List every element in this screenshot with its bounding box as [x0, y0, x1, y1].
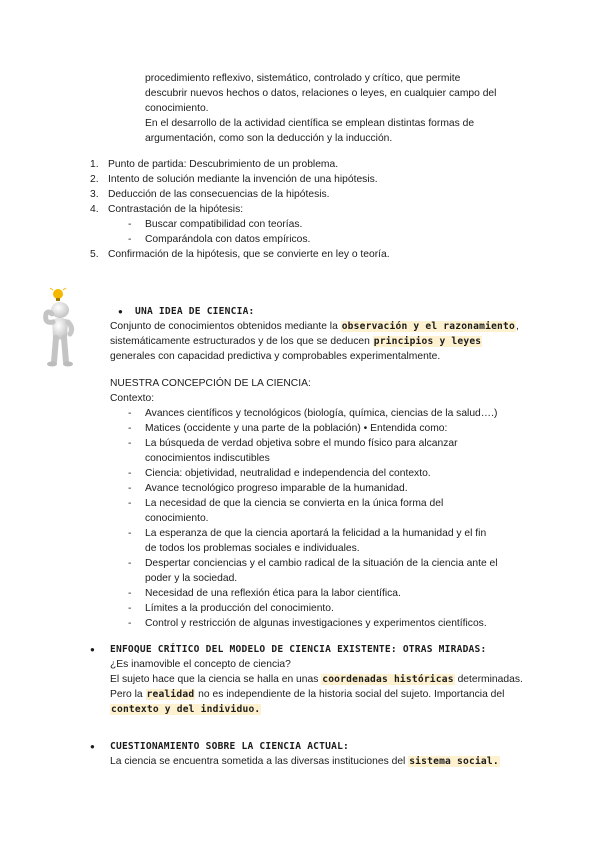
enfoque-highlight-coordenadas: coordenadas históricas — [322, 674, 454, 685]
idea-highlight-principios: principios y leyes — [373, 336, 482, 347]
cuestion-line-1: La ciencia se encuentra sometida a las diversas instituciones del sistema social. — [110, 756, 499, 767]
concepcion-item: Control y restricción de algunas investigaciones y experimentos científicos. — [145, 618, 487, 629]
concepcion-item: La búsqueda de verdad objetiva sobre el mundo físico para alcanzar — [145, 438, 458, 449]
concepcion-item: Ciencia: objetividad, neutralidad e independencia del contexto. — [145, 468, 431, 479]
idea-bullet: ● — [118, 307, 123, 316]
concepcion-item: Avances científicos y tecnológicos (biología, química, ciencias de la salud….) — [145, 408, 498, 419]
step-5-number: 5. — [90, 249, 99, 260]
step-4-number: 4. — [90, 204, 99, 215]
concepcion-dash: - — [128, 603, 132, 614]
concepcion-item: La esperanza de que la ciencia aportará la felicidad a la humanidad y el fin — [145, 528, 487, 539]
concepcion-dash: - — [128, 408, 132, 419]
step-1-text: Punto de partida: Descubrimiento de un problema. — [108, 159, 339, 170]
concepcion-dash: - — [128, 468, 132, 479]
concepcion-dash: - — [128, 423, 132, 434]
cuestion-heading: CUESTIONAMIENTO SOBRE LA CIENCIA ACTUAL: — [110, 741, 350, 752]
concepcion-item: Límites a la producción del conocimiento. — [145, 603, 334, 614]
idea-line-1: Conjunto de conocimientos obtenidos mediante la observación y el razonamiento, — [110, 321, 519, 332]
concepcion-item-cont: conocimientos indiscutibles — [145, 453, 270, 464]
step-1-number: 1. — [90, 159, 99, 170]
concepcion-item: Matices (occidente y una parte de la población) • Entendida como: — [145, 423, 448, 434]
concepcion-item: Necesidad de una reflexión ética para la labor científica. — [145, 588, 401, 599]
concepcion-item: La necesidad de que la ciencia se convierta en la única forma del — [145, 498, 444, 509]
enfoque-highlight-contexto: contexto y del individuo. — [111, 704, 261, 715]
intro-line-4: En el desarrollo de la actividad científica se emplean distintas formas de — [145, 118, 475, 129]
concepcion-dash: - — [128, 528, 132, 539]
idea-heading: UNA IDEA DE CIENCIA: — [135, 306, 255, 317]
concepcion-item: Despertar conciencias y el cambio radical de la situación de la ciencia ante el — [145, 558, 498, 569]
enfoque-line-1: ¿Es inamovible el concepto de ciencia? — [110, 659, 291, 670]
intro-line-2: descubrir nuevos hechos o datos, relaciones o leyes, en cualquier campo del — [145, 88, 497, 99]
intro-line-3: conocimiento. — [145, 103, 209, 114]
step-2-text: Intento de solución mediante la invención de una hipótesis. — [108, 174, 378, 185]
step-3-number: 3. — [90, 189, 99, 200]
concepcion-dash: - — [128, 588, 132, 599]
cuestion-bullet: ● — [90, 742, 95, 751]
concepcion-item-cont: de todos los problemas sociales e individuales. — [145, 543, 360, 554]
idea-line-2: sistemáticamente estructurados y de los que se deducen principios y leyes — [110, 336, 482, 347]
step-5-text: Confirmación de la hipótesis, que se convierte en ley o teoría. — [108, 249, 390, 260]
substep-1-text: Buscar compatibilidad con teorías. — [145, 219, 303, 230]
substep-2-dash: - — [128, 234, 132, 245]
enfoque-line-4 — [110, 703, 261, 717]
concepcion-dash: - — [128, 483, 132, 494]
concepcion-item-cont: poder y la sociedad. — [145, 573, 238, 584]
concepcion-item: Avance tecnológico progreso imparable de la humanidad. — [145, 483, 408, 494]
intro-line-5: argumentación, como son la deducción y la inducción. — [145, 133, 393, 144]
enfoque-heading: ENFOQUE CRÍTICO DEL MODELO DE CIENCIA EXISTENTE: OTRAS MIRADAS: — [110, 644, 487, 655]
concepcion-dash: - — [128, 438, 132, 449]
enfoque-highlight-realidad: realidad — [146, 689, 195, 700]
concepcion-dash: - — [128, 498, 132, 509]
enfoque-line-2: El sujeto hace que la ciencia se halla en unas coordenadas históricas determinadas. — [110, 674, 523, 685]
idea-highlight-observacion: observación y el razonamiento — [341, 321, 515, 332]
step-2-number: 2. — [90, 174, 99, 185]
concepcion-dash: - — [128, 618, 132, 629]
concepcion-dash: - — [128, 558, 132, 569]
substep-2-text: Comparándola con datos empíricos. — [145, 234, 311, 245]
concepcion-title: NUESTRA CONCEPCIÓN DE LA CIENCIA: — [110, 378, 311, 389]
cuestion-highlight-sistema: sistema social. — [409, 756, 499, 767]
contexto-label: Contexto: — [110, 393, 155, 404]
step-3-text: Deducción de las consecuencias de la hipótesis. — [108, 189, 330, 200]
intro-line-1: procedimiento reflexivo, sistemático, controlado y crítico, que permite — [145, 73, 461, 84]
enfoque-line-3: Pero la realidad no es independiente de la historia social del sujeto. Importancia del — [110, 689, 505, 700]
concepcion-item-cont: conocimiento. — [145, 513, 209, 524]
enfoque-bullet: ● — [90, 645, 95, 654]
thinking-figure-icon — [30, 286, 92, 368]
substep-1-dash: - — [128, 219, 132, 230]
step-4-text: Contrastación de la hipótesis: — [108, 204, 244, 215]
idea-line-3: generales con capacidad predictiva y comprobables experimentalmente. — [110, 351, 441, 362]
